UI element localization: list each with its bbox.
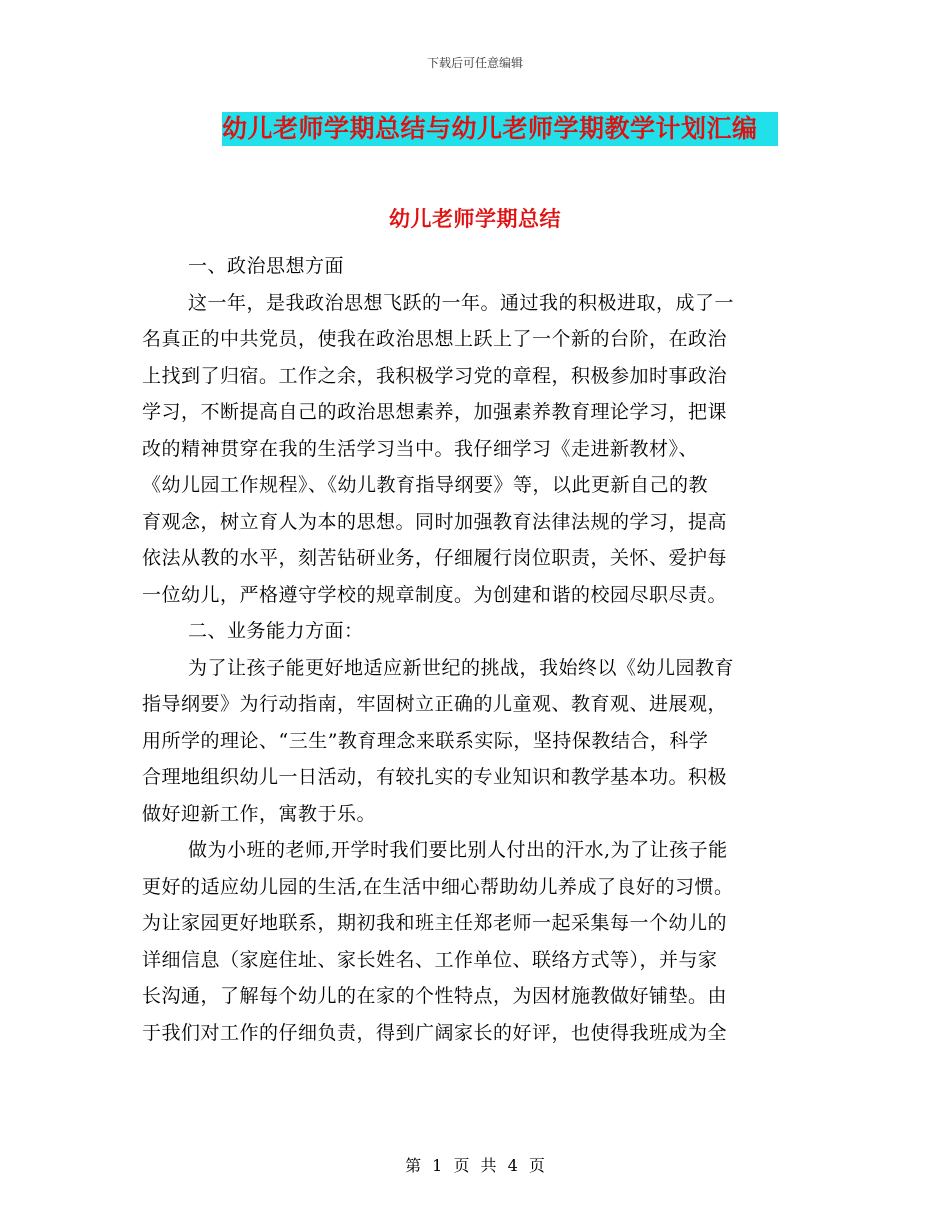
paragraph-line: 《幼儿园工作规程》、《幼儿教育指导纲要》等，以此更新自己的教 <box>142 474 709 496</box>
paragraph-line: 详细信息（家庭住址、家长姓名、工作单位、联络方式等），并与家 <box>142 948 718 971</box>
paragraph-line: 改的精神贯穿在我的生活学习当中。我仔细学习《走进新教材》、 <box>142 437 699 460</box>
paragraph-line: 做为小班的老师,开学时我们要比别人付出的汗水,为了让孩子能 <box>188 839 728 861</box>
paragraph-line: 为了让孩子能更好地适应新世纪的挑战，我始终以《幼儿园教育 <box>188 656 735 679</box>
paragraph-line: 这一年，是我政治思想飞跃的一年。通过我的积极进取，成了一 <box>188 291 735 314</box>
paragraph-line: 为让家园更好地联系，期初我和班主任郑老师一起采集每一个幼儿的 <box>142 912 728 934</box>
page-number: 第 1 页 共 4 页 <box>405 1156 545 1175</box>
paragraph-line: 上找到了归宿。工作之余，我积极学习党的章程，积极参加时事政治 <box>142 364 728 387</box>
paragraph-line: 更好的适应幼儿园的生活,在生活中细心帮助幼儿养成了良好的习惯。 <box>142 875 734 898</box>
paragraph-line: 名真正的中共党员，使我在政治思想上跃上了一个新的台阶，在政治 <box>142 328 728 350</box>
paragraph-line: 依法从教的水平，刻苦钻研业务，仔细履行岗位职责，关怀、爱护每 <box>142 547 728 569</box>
section-title: 幼儿老师学期总结 <box>389 206 561 231</box>
paragraph-line: 学习，不断提高自己的政治思想素养，加强素养教育理论学习，把课 <box>142 401 728 423</box>
paragraph-line: 于我们对工作的仔细负责，得到广阔家长的好评，也使得我班成为全 <box>142 1021 728 1044</box>
paragraph-line: 指导纲要》为行动指南，牢固树立正确的儿童观、教育观、进展观， <box>142 693 728 715</box>
paragraph-line: 合理地组织幼儿一日活动，有较扎实的专业知识和教学基本功。积极 <box>142 766 728 788</box>
document-body <box>142 248 802 1051</box>
page-header-note: 下载后可任意编辑 <box>426 56 523 70</box>
paragraph-line: 用所学的理论、“三生”教育理念来联系实际，坚持保教结合，科学 <box>142 729 709 752</box>
paragraph-line: 一位幼儿，严格遵守学校的规章制度。为创建和谐的校园尽职尽责。 <box>142 583 728 606</box>
paragraph-line: 长沟通，了解每个幼儿的在家的个性特点，为因材施教做好铺垫。由 <box>142 985 728 1007</box>
document-title: 幼儿老师学期总结与幼儿老师学期教学计划汇编 <box>222 112 778 146</box>
paragraph-line: 做好迎新工作，寓教于乐。 <box>142 802 377 825</box>
heading-politics: 一、政治思想方面 <box>188 255 345 277</box>
heading-business: 二、业务能力方面： <box>188 620 364 642</box>
paragraph-line: 育观念，树立育人为本的思想。同时加强教育法律法规的学习，提高 <box>142 510 728 533</box>
